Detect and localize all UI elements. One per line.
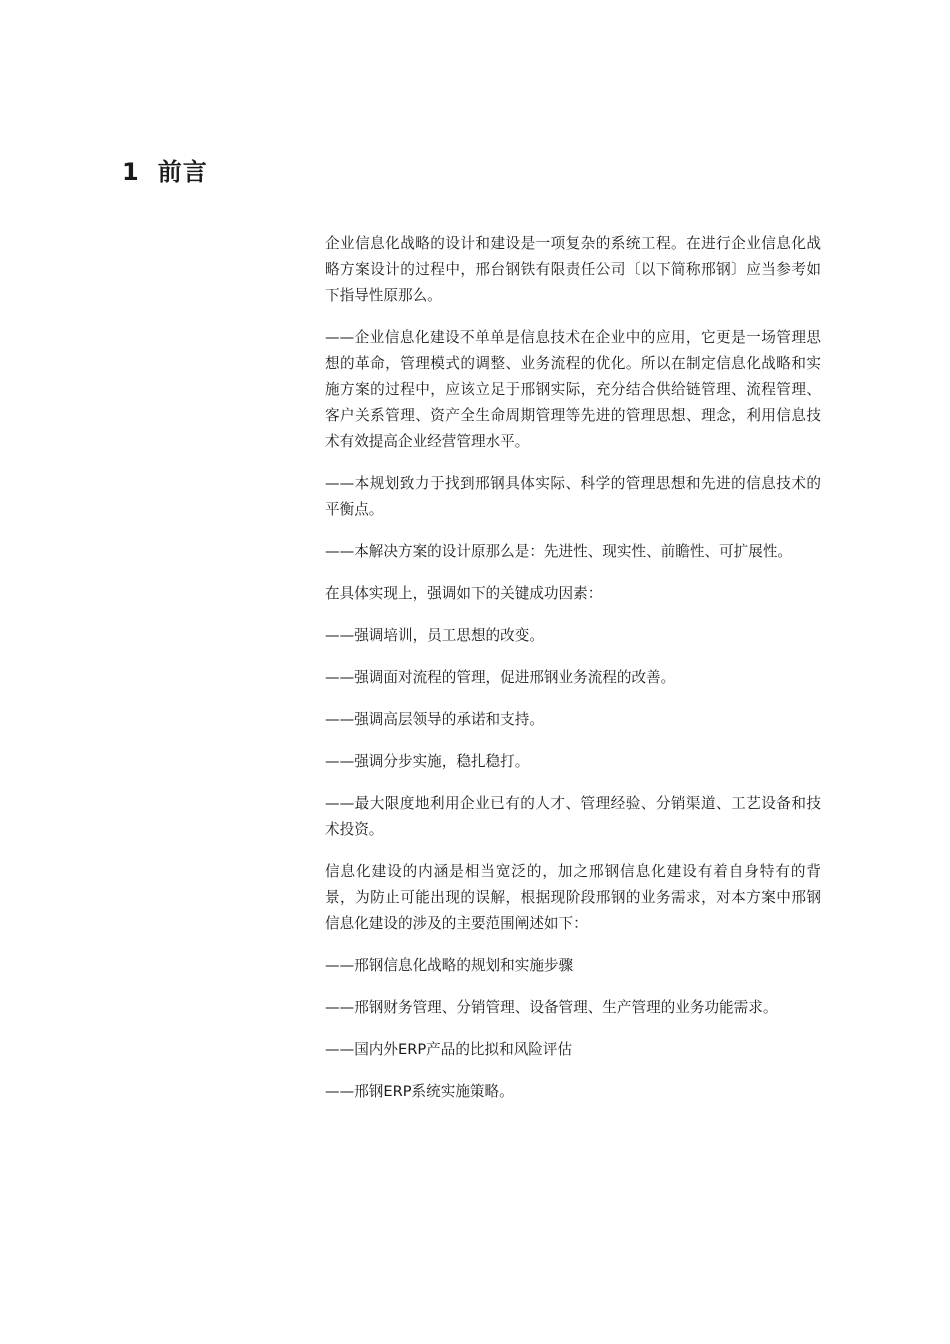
list-item-leadership-support: ——强调高层领导的承诺和支持。: [325, 711, 544, 728]
section-number: 1: [122, 158, 140, 186]
list-item-training: ——强调培训，员工思想的改变。: [325, 627, 544, 644]
list-item-existing-resources: ——最大限度地利用企业已有的人才、管理经验、分销渠道、工艺设备和技术投资。: [325, 795, 821, 838]
body-text-column: [325, 231, 821, 1121]
paragraph-design-principles: ——本解决方案的设计原那么是：先进性、现实性、前瞻性、可扩展性。: [325, 543, 793, 560]
list-item-strategy-planning: ——邢钢信息化战略的规划和实施步骤: [325, 957, 574, 974]
paragraph-intro: 企业信息化战略的设计和建设是一项复杂的系统工程。在进行企业信息化战略方案设计的过程中，邢台钢铁有限责任公司〔以下简称邢钢〕应当参考如下指导性原那么。: [325, 235, 821, 304]
list-item-functional-requirements: ——邢钢财务管理、分销管理、设备管理、生产管理的业务功能需求。: [325, 999, 778, 1016]
paragraph-informatization-revolution: ——企业信息化建设不单单是信息技术在企业中的应用，它更是一场管理思想的革命，管理模式的调整、业务流程的优化。所以在制定信息化战略和实施方案的过程中，应该立足于邢钢实际，充分结合供给链管理、流程管理、客户关系管理、资产全生命周期管理等先进的管理思想、理念，利用信息技术有效提高企业经营管理水平。: [325, 329, 821, 450]
list-item-process-management: ——强调面对流程的管理，促进邢钢业务流程的改善。: [325, 669, 676, 686]
list-item-erp-comparison: ——国内外ERP产品的比拟和风险评估: [325, 1041, 573, 1058]
section-heading: [122, 154, 208, 190]
list-item-erp-strategy: ——邢钢ERP系统实施策略。: [325, 1083, 514, 1100]
section-title: 前言: [157, 158, 208, 186]
list-item-stepwise-implementation: ——强调分步实施，稳扎稳打。: [325, 753, 530, 770]
paragraph-balance-point: ——本规划致力于找到邢钢具体实际、科学的管理思想和先进的信息技术的平衡点。: [325, 475, 821, 518]
paragraph-success-factors-intro: 在具体实现上，强调如下的关键成功因素：: [325, 585, 603, 602]
paragraph-scope-intro: 信息化建设的内涵是相当宽泛的，加之邢钢信息化建设有着自身特有的背景，为防止可能出现的误解，根据现阶段邢钢的业务需求，对本方案中邢钢信息化建设的涉及的主要范围阐述如下：: [325, 863, 821, 932]
